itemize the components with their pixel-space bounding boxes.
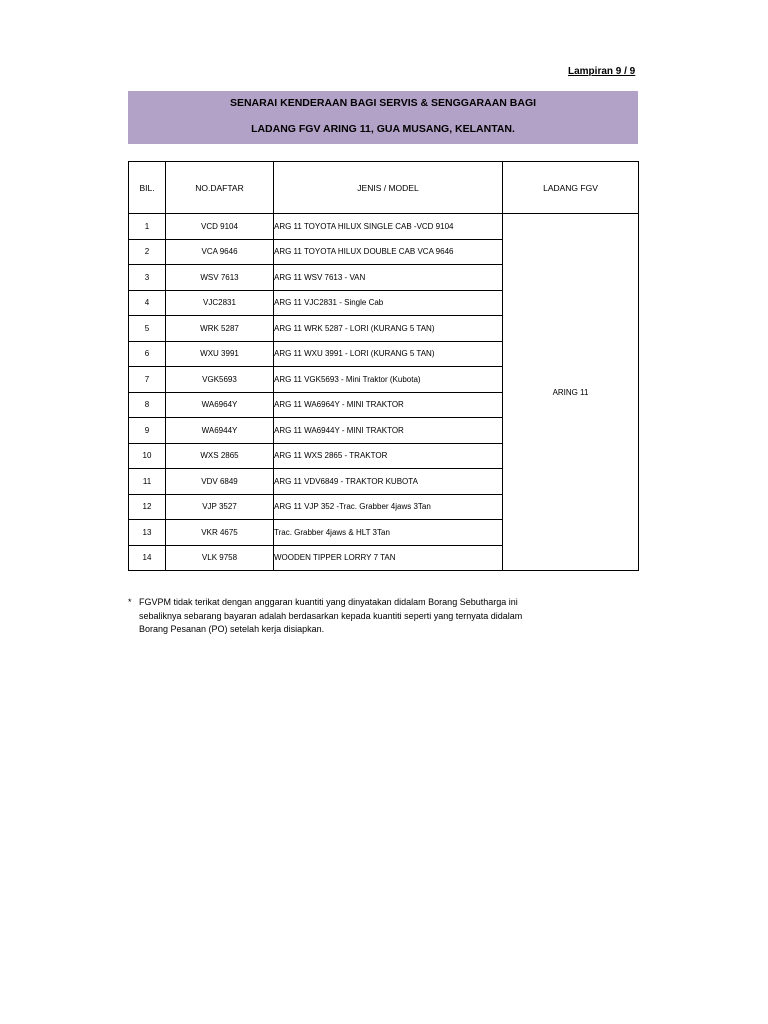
row-jenis-model: ARG 11 WXS 2865 - TRAKTOR (274, 443, 503, 469)
title-line-1: SENARAI KENDERAAN BAGI SERVIS & SENGGARAAN BAGI (229, 97, 537, 109)
row-no-daftar: WSV 7613 (166, 265, 274, 291)
row-no-daftar: VKR 4675 (166, 520, 274, 546)
footnote-text (139, 596, 598, 637)
row-bil: 14 (129, 545, 166, 571)
header-no-daftar: NO.DAFTAR (166, 162, 274, 214)
row-jenis-model: ARG 11 VJP 352 -Trac. Grabber 4jaws 3Tan (274, 494, 503, 520)
title-line-2: LADANG FGV ARING 11, GUA MUSANG, KELANTAN. (251, 123, 515, 135)
row-bil: 2 (129, 239, 166, 265)
row-no-daftar: WA6944Y (166, 418, 274, 444)
row-jenis-model: ARG 11 WRK 5287 - LORI (KURANG 5 TAN) (274, 316, 503, 342)
footnote-line: Borang Pesanan (PO) setelah kerja disiapkan. (139, 624, 325, 634)
row-no-daftar: WXS 2865 (166, 443, 274, 469)
row-jenis-model: ARG 11 VGK5693 - Mini Traktor (Kubota) (274, 367, 503, 393)
row-bil: 5 (129, 316, 166, 342)
row-bil: 7 (129, 367, 166, 393)
row-jenis-model: Trac. Grabber 4jaws & HLT 3Tan (274, 520, 503, 546)
vehicle-table (128, 161, 639, 571)
row-no-daftar: VJP 3527 (166, 494, 274, 520)
title-banner (128, 91, 638, 144)
row-no-daftar: VJC2831 (166, 290, 274, 316)
header-jenis-model: JENIS / MODEL (274, 162, 503, 214)
row-jenis-model: ARG 11 WSV 7613 - VAN (274, 265, 503, 291)
row-no-daftar: VDV 6849 (166, 469, 274, 495)
row-bil: 4 (129, 290, 166, 316)
footnote-marker: * (128, 597, 132, 607)
row-bil: 12 (129, 494, 166, 520)
footnote-line: FGVPM tidak terikat dengan anggaran kuantiti yang dinyatakan didalam Borang Sebutharga ini (139, 597, 518, 607)
footnote (128, 596, 598, 637)
row-jenis-model: ARG 11 VDV6849 - TRAKTOR KUBOTA (274, 469, 503, 495)
row-no-daftar: VGK5693 (166, 367, 274, 393)
row-no-daftar: VCA 9646 (166, 239, 274, 265)
row-no-daftar: WXU 3991 (166, 341, 274, 367)
row-no-daftar: VCD 9104 (166, 214, 274, 240)
row-bil: 1 (129, 214, 166, 240)
row-jenis-model: ARG 11 WA6944Y - MINI TRAKTOR (274, 418, 503, 444)
row-bil: 6 (129, 341, 166, 367)
ladang-value: ARING 11 (503, 214, 639, 571)
header-ladang: LADANG FGV (503, 162, 639, 214)
table-row (129, 214, 639, 240)
attachment-label: Lampiran 9 / 9 (568, 66, 636, 77)
row-no-daftar: VLK 9758 (166, 545, 274, 571)
row-jenis-model: ARG 11 WXU 3991 - LORI (KURANG 5 TAN) (274, 341, 503, 367)
row-no-daftar: WRK 5287 (166, 316, 274, 342)
table-body (129, 214, 639, 571)
table-header-row (129, 162, 639, 214)
row-bil: 9 (129, 418, 166, 444)
row-bil: 11 (129, 469, 166, 495)
footnote-line: sebaliknya sebarang bayaran adalah berdasarkan kepada kuantiti seperti yang ternyata didalam (139, 610, 523, 621)
row-jenis-model: ARG 11 VJC2831 - Single Cab (274, 290, 503, 316)
row-jenis-model: ARG 11 TOYOTA HILUX DOUBLE CAB VCA 9646 (274, 239, 503, 265)
row-bil: 13 (129, 520, 166, 546)
header-bil: BIL. (129, 162, 166, 214)
row-bil: 8 (129, 392, 166, 418)
row-jenis-model: ARG 11 WA6964Y - MINI TRAKTOR (274, 392, 503, 418)
row-bil: 10 (129, 443, 166, 469)
row-no-daftar: WA6964Y (166, 392, 274, 418)
row-jenis-model: WOODEN TIPPER LORRY 7 TAN (274, 545, 503, 571)
row-jenis-model: ARG 11 TOYOTA HILUX SINGLE CAB -VCD 9104 (274, 214, 503, 240)
row-bil: 3 (129, 265, 166, 291)
